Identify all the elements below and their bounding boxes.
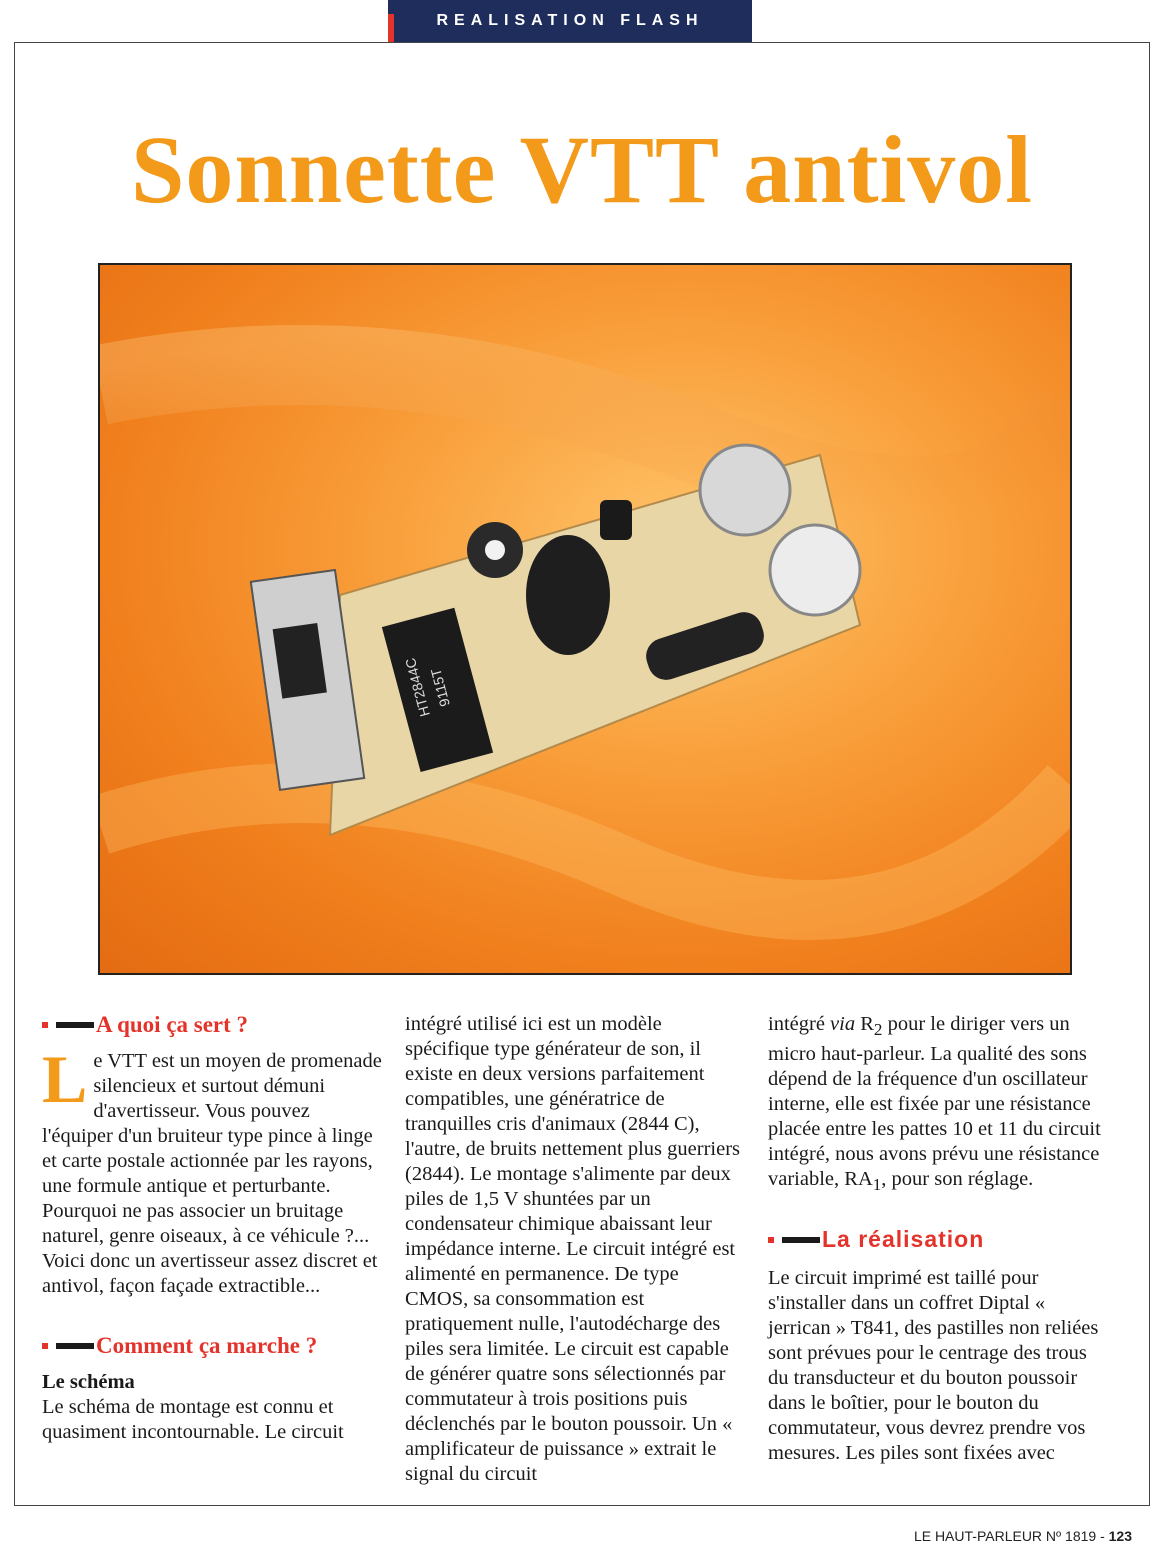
heading-square-marker	[42, 1343, 48, 1349]
intro-text: e VTT est un moyen de promenade silencieux et surtout démuni d'avertisseur. Vous pouvez l'équiper d'un bruiteur type pince à linge et carte postale actionnée par les rayons, une formule antique et perturbante. Pourquoi ne pas associer un bruitage naturel, genre oiseaux, à ce véhicule ?... Voici donc un avertisseur assez discret et antivol, façon façade extractible...	[42, 1050, 382, 1297]
section-tag	[388, 0, 752, 42]
heading-a-quoi-ca-sert	[42, 1012, 382, 1037]
heading-square-marker	[768, 1237, 774, 1243]
circuit-board-photo	[98, 263, 1072, 975]
footer-magazine: LE HAUT-PARLEUR Nº 1819 -	[913, 1528, 1109, 1544]
heading-text: Comment ça marche ?	[96, 1333, 318, 1358]
subscript: 1	[872, 1175, 882, 1195]
subscript: 2	[873, 1020, 883, 1040]
circuit-paragraph: intégré utilisé ici est un modèle spécifique type générateur de son, il existe en deux versions parfaitement compatibles, une génératrice de tranquilles cris d'animaux (2844 C), l'autre, de bruits nettement plus guerriers (2844). Le montage s'alimente par deux piles de 1,5 V shuntées par un condensateur chimique abaissant leur impédance interne. Le circuit intégré est alimenté en permanence. De type CMOS, sa consommation est pratiquement nulle, l'autodécharge des piles sera limitée. Le circuit est capable de générer quatre sons sélectionnés par commutateur à trois positions puis déclenchés par le bouton poussoir. Un « amplificateur de puissance » extrait le signal du circuit	[405, 1013, 741, 1485]
heading-la-realisation	[768, 1227, 1108, 1252]
text-run: R	[855, 1013, 874, 1035]
drop-cap: L	[42, 1041, 88, 1117]
text-run: pour le diriger vers un micro haut-parleur. La qualité des sons dépend de la fréquence d'un oscillateur interne, elle est fixée par une résistance placée entre les pattes 10 et 11 du circuit intégré, nous avons prévu une résistance variable, RA	[768, 1013, 1101, 1191]
column-3	[768, 1012, 1108, 1466]
heading-bar-marker	[782, 1237, 820, 1243]
speaker-paragraph	[768, 1012, 1108, 1197]
text-run: , pour son réglage.	[881, 1168, 1034, 1191]
article-title: Sonnette VTT antivol	[131, 116, 1033, 223]
section-tag-accent	[388, 14, 394, 42]
heading-text: La réalisation	[822, 1226, 985, 1253]
schema-paragraph: Le schéma de montage est connu et quasiment incontournable. Le circuit	[42, 1396, 344, 1443]
heading-comment-ca-marche	[42, 1333, 382, 1358]
page-number: 123	[1108, 1528, 1132, 1544]
section-tag-label: REALISATION FLASH	[436, 12, 704, 29]
text-run: intégré	[768, 1013, 831, 1035]
heading-bar-marker	[56, 1343, 94, 1349]
heading-text: A quoi ça sert ?	[96, 1012, 249, 1037]
chip-label-2: 9115T	[427, 666, 453, 709]
column-2	[405, 1012, 745, 1487]
heading-bar-marker	[56, 1022, 94, 1028]
intro-paragraph	[42, 1041, 382, 1299]
page-footer	[914, 1528, 1132, 1544]
heading-square-marker	[42, 1022, 48, 1028]
subheading-le-schema: Le schéma	[42, 1371, 135, 1393]
realisation-paragraph: Le circuit imprimé est taillé pour s'installer dans un coffret Diptal « jerrican » T841, des pastilles non reliées sont prévues pour le centrage des trous du transducteur et du bouton poussoir dans le boîtier, pour le bouton du commutateur, vous devrez prendre vos mesures. Les piles sont fixées avec	[768, 1267, 1099, 1465]
text-run-italic: via	[830, 1013, 856, 1035]
chip-label-1: HT2844C	[401, 656, 433, 719]
column-1	[42, 1012, 382, 1445]
